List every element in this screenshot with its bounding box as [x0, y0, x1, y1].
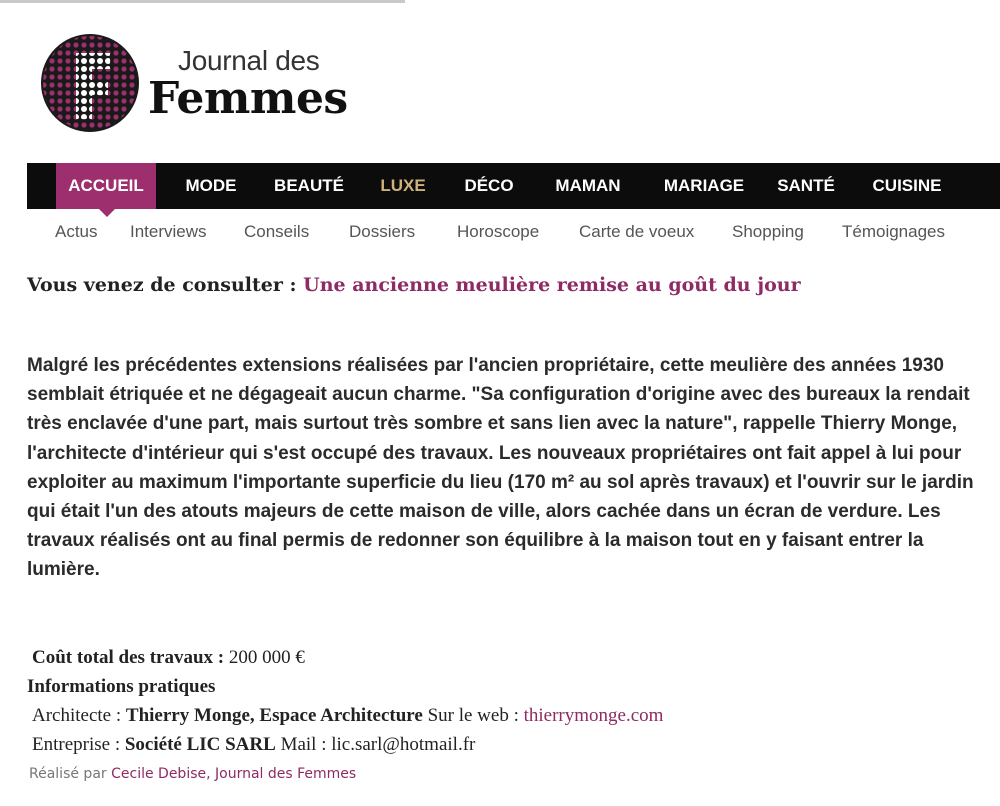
nav-item-beaute[interactable]: BEAUTÉ — [274, 176, 344, 195]
web-label: Sur le web : — [422, 705, 524, 726]
article-headline — [27, 271, 807, 300]
subnav-item-conseils[interactable]: Conseils — [244, 222, 310, 241]
mail-label: Mail : — [275, 734, 332, 755]
main-nav — [27, 163, 1000, 209]
nav-item-cuisine[interactable]: CUISINE — [872, 176, 942, 195]
architect-line — [32, 705, 663, 727]
nav-item-sante[interactable]: SANTÉ — [777, 176, 835, 195]
company-label: Entreprise : — [32, 734, 125, 755]
subnav-item-horoscope[interactable]: Horoscope — [457, 222, 540, 241]
headline-intro: Vous venez de consulter : — [27, 274, 304, 296]
subnav-item-shopping[interactable]: Shopping — [732, 222, 804, 241]
logo-text-femmes: Femmes — [148, 73, 348, 124]
architect-label: Architecte : — [32, 705, 126, 726]
architect-value: Thierry Monge, Espace Architecture — [125, 705, 423, 726]
logo-f-icon — [40, 33, 140, 133]
architect-website-link[interactable]: thierrymonge.com — [523, 705, 664, 726]
article-body: Malgré les précédentes extensions réalisées par l'ancien propriétaire, cette meulière des années 1930 semblait étriquée et ne dégageait aucun charme. "Sa configuration d'origine avec des bureaux la rendait très enclavée d'une part, mais surtout très sombre et sans lien avec la nature", rappelle Thierry Monge, l'architecte d'intérieur qui s'est occupé des travaux. Les nouveaux propriétaires ont fait appel à lui pour exploiter au maximum l'importante superficie du lieu (170 m² au sol après travaux) et l'ouvrir sur le jardin qui était l'un des atouts majeurs de cette maison de ville, alors cachée dans un écran de verdure. Les travaux réalisés ont au final permis de redonner son équilibre à la maison tout en y faisant entrer la lumière. — [27, 355, 974, 581]
cost-line — [32, 647, 305, 669]
subnav-item-carte-de-voeux[interactable]: Carte de voeux — [579, 222, 695, 241]
subnav-item-interviews[interactable]: Interviews — [130, 222, 207, 241]
author-credit — [29, 766, 356, 782]
practical-info-heading: Informations pratiques — [27, 676, 216, 697]
active-nav-pointer — [99, 209, 115, 217]
subnav-item-dossiers[interactable]: Dossiers — [349, 222, 416, 241]
cost-value: 200 000 € — [228, 647, 305, 668]
site-logo[interactable] — [40, 33, 360, 133]
company-email[interactable]: lic.sarl@hotmail.fr — [331, 734, 476, 755]
article-title-link[interactable]: Une ancienne meulière remise au goût du jour — [303, 274, 801, 296]
top-divider — [0, 0, 405, 3]
company-value: Société LIC SARL — [124, 734, 276, 755]
nav-item-mariage[interactable]: MARIAGE — [663, 176, 745, 195]
nav-item-luxe[interactable]: LUXE — [380, 176, 426, 195]
nav-item-deco[interactable]: DÉCO — [464, 176, 514, 195]
cost-label: Coût total des travaux : — [32, 647, 229, 668]
subnav-item-temoignages[interactable]: Témoignages — [842, 222, 946, 241]
logo-text-journal: Journal des — [178, 45, 320, 76]
author-link[interactable]: Cecile Debise, Journal des Femmes — [111, 766, 357, 782]
subnav-item-actus[interactable]: Actus — [55, 222, 98, 241]
nav-item-accueil[interactable]: ACCUEIL — [56, 163, 156, 209]
credit-label: Réalisé par — [29, 766, 112, 782]
nav-item-mode[interactable]: MODE — [185, 176, 237, 195]
company-line — [32, 734, 475, 756]
nav-item-maman[interactable]: MAMAN — [555, 176, 621, 195]
